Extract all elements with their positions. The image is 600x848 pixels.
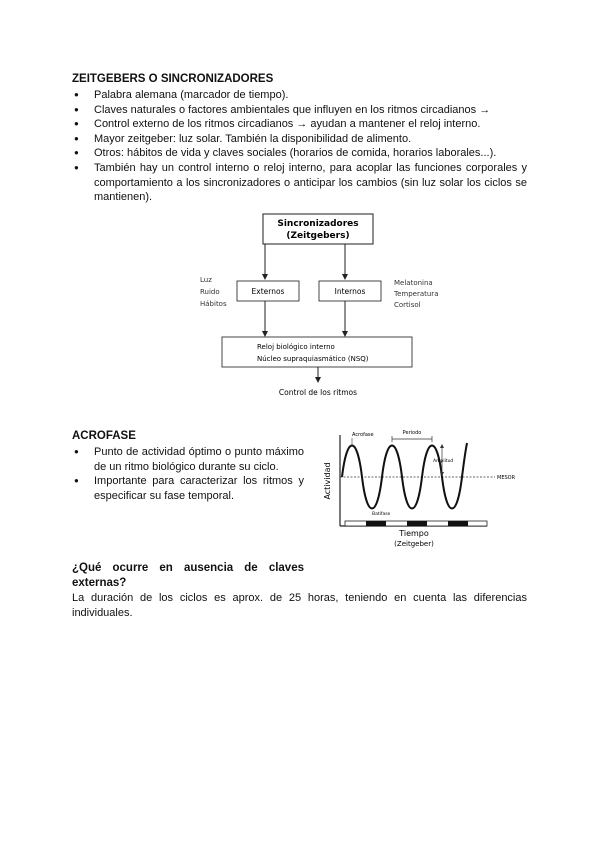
- list-item: ● También hay un control interno o reloj interno, para acoplar las funciones corporales y comportamiento a los sincronizadores o anticipar los cambios (sin luz solar los ciclos se mantienen).: [72, 161, 527, 205]
- nsq-label: Núcleo supraquiasmático (NSQ): [257, 355, 369, 363]
- cortisol-label: Cortisol: [394, 301, 421, 309]
- luz-label: Luz: [200, 276, 212, 284]
- arrowhead: [342, 331, 348, 337]
- arrowhead: [262, 331, 268, 337]
- arrowhead: [440, 444, 444, 448]
- arrowhead: [262, 274, 268, 280]
- dark-phase: [448, 521, 468, 526]
- list-item: ● Control externo de los ritmos circadianos → ayudan a mantener el reloj interno.: [72, 117, 527, 132]
- x-axis-label: Tiempo: [399, 529, 429, 538]
- habitos-label: Hábitos: [200, 300, 227, 308]
- list-item: ● Mayor zeitgeber: luz solar. También la disponibilidad de alimento.: [72, 132, 527, 147]
- melatonina-label: Melatonina: [394, 279, 433, 287]
- dark-phase: [366, 521, 386, 526]
- arrowhead: [342, 274, 348, 280]
- ruido-label: Ruido: [200, 288, 220, 296]
- zeitgebers-label: (Zeitgebers): [286, 231, 350, 241]
- list-item: ● Otros: hábitos de vida y claves sociales (horarios de comida, horarios laborales...).: [72, 146, 527, 161]
- x-axis-sublabel: (Zeitgeber): [394, 540, 434, 548]
- activity-wave: [342, 443, 467, 509]
- list-item: ● Palabra alemana (marcador de tiempo).: [72, 88, 527, 103]
- acrofase-label: Acrofase: [352, 432, 374, 438]
- internos-label: Internos: [334, 287, 366, 296]
- amplitud-label: Amplitud: [433, 459, 454, 464]
- control-label: Control de los ritmos: [278, 388, 358, 397]
- zeitgebers-bullet-list: [72, 88, 527, 205]
- externos-label: Externos: [251, 287, 285, 296]
- periodo-label: Periodo: [402, 430, 422, 436]
- acrofase-bullet-list: [72, 445, 304, 503]
- arrowhead: [315, 377, 321, 383]
- temperatura-label: Temperatura: [394, 290, 439, 298]
- list-item: ● Claves naturales o factores ambientales que influyen en los ritmos circadianos →: [72, 103, 527, 118]
- answer-paragraph: La duración de los ciclos es aprox. de 25 horas, teniendo en cuenta las diferencias individuales.: [72, 592, 527, 619]
- batifase-label: Batifase: [372, 512, 391, 517]
- synchronizers-diagram: [195, 205, 455, 405]
- reloj-label: Reloj biológico interno: [257, 343, 335, 351]
- section-title-zeitgebers: ZEITGEBERS O SINCRONIZADORES: [72, 73, 274, 85]
- mesor-label: MESOR: [497, 475, 516, 481]
- question-heading: ¿Qué ocurre en ausencia de claves externas?: [72, 562, 304, 589]
- y-axis-label: Actividad: [323, 462, 332, 500]
- section-title-acrofase: ACROFASE: [72, 430, 136, 442]
- list-item: ● Punto de actividad óptimo o punto máximo de un ritmo biológico durante su ciclo.: [72, 445, 304, 474]
- acrofase-wave-diagram: [315, 425, 530, 550]
- list-item: ● Importante para caracterizar los ritmos y especificar su fase temporal.: [72, 474, 304, 503]
- sincronizadores-label: Sincronizadores: [277, 219, 359, 229]
- arrowhead: [440, 472, 444, 476]
- dark-phase: [407, 521, 427, 526]
